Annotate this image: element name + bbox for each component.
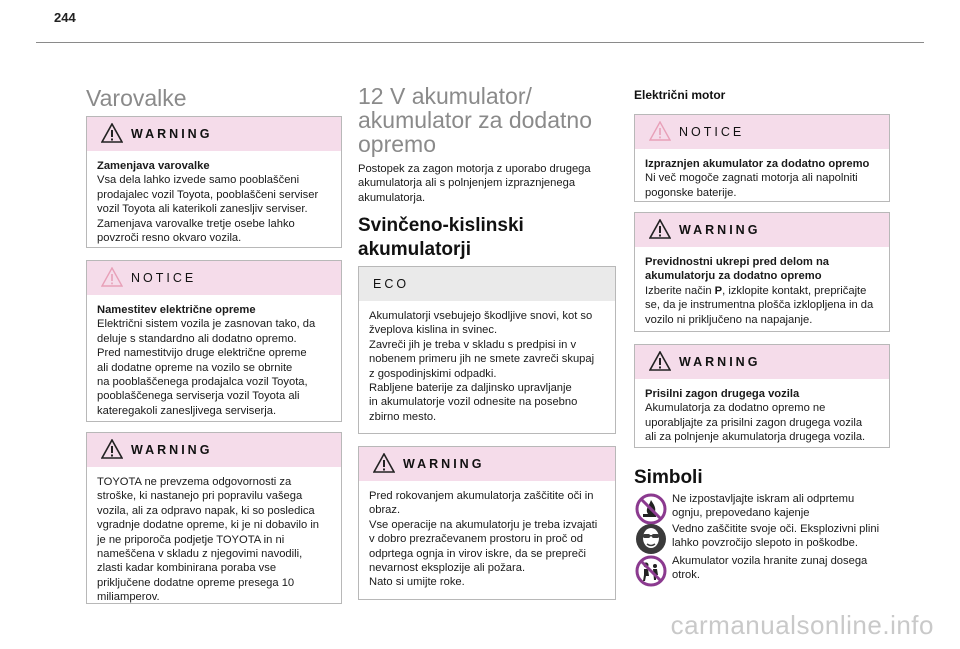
column-electric-motor bbox=[634, 62, 890, 622]
text-line: deluje s standardno ali dodatno opremo. bbox=[97, 332, 297, 345]
title-line: akumulator za dodatno bbox=[358, 107, 592, 133]
warning-heading: Previdnostni ukrepi pred delom na bbox=[645, 256, 830, 268]
notice-box-electrical-equipment bbox=[86, 260, 342, 422]
text-line: Zavreči jih je treba v skladu s predpisi in v bbox=[369, 338, 577, 351]
text-line: prodajalec vozil Toyota, pooblaščeni serviser bbox=[97, 188, 319, 201]
column-fuses bbox=[86, 62, 342, 622]
notice-label: NOTICE bbox=[679, 125, 745, 139]
text-line: pogonske baterije. bbox=[645, 186, 737, 199]
text-line: Rabljene baterije za daljinsko upravljanje bbox=[369, 382, 572, 395]
warning-heading: Prisilni zagon drugega vozila bbox=[645, 388, 800, 400]
column-battery bbox=[358, 62, 616, 622]
text-line: Akumulator vozila hranite zunaj dosega bbox=[672, 555, 868, 567]
text-line: nobenem primeru jih ne smete zavreči skupaj bbox=[369, 353, 595, 366]
warning-box-battery-handling bbox=[358, 446, 616, 600]
text-line: priključene dodatne opreme presega 10 bbox=[97, 576, 295, 589]
text-line: Ni več mogoče zagnati motorja ali napolniti bbox=[645, 172, 858, 185]
text-line: akumulatorja ali s polnjenjem izpraznjenega bbox=[358, 177, 576, 190]
eco-header bbox=[359, 267, 615, 301]
text-line: Pred namestitvijo druge električne opreme bbox=[97, 347, 307, 360]
warning-label: WARNING bbox=[131, 443, 213, 457]
text-line: Akumulatorji vsebujejo škodljive snovi, kot so bbox=[369, 310, 593, 322]
text-line: Akumulatorja za dodatno opremo ne bbox=[645, 402, 826, 415]
warning-triangle-icon bbox=[101, 123, 123, 143]
text-line: z gospodinjskimi odpadki. bbox=[369, 367, 497, 380]
symbol-text bbox=[672, 522, 892, 551]
text-line: je ne priporoča podjetje TOYOTA in ni bbox=[97, 533, 285, 546]
text-line: zbirno mesto. bbox=[369, 410, 437, 423]
text-line: ali dodatne opreme na vozilo se obrnite bbox=[97, 361, 293, 374]
warning-header bbox=[87, 433, 341, 467]
eco-box-battery-disposal bbox=[358, 266, 616, 434]
text-line: lahko povzročijo slepoto in poškodbe. bbox=[672, 537, 858, 550]
warning-box-precautions bbox=[634, 212, 890, 332]
notice-header bbox=[635, 115, 889, 149]
warning-box-toyota-liability bbox=[86, 432, 342, 604]
text-line: vozilo ni priključeno na napajanje. bbox=[645, 313, 813, 326]
warning-label: WARNING bbox=[679, 355, 761, 369]
text-line: na pooblaščenega prodajalca vozil Toyota, bbox=[97, 376, 308, 389]
text-line: miliamperov. bbox=[97, 591, 160, 604]
text-line: kateregakoli zanesljivega serviserja. bbox=[97, 404, 277, 417]
warning-body bbox=[359, 481, 615, 598]
keep-from-children-icon bbox=[634, 554, 668, 588]
warning-label: WARNING bbox=[131, 127, 213, 141]
text-line: Zamenjava varovalke tretje osebe lahko bbox=[97, 217, 295, 230]
text-line: ali za polnjenje akumulatorja drugega vozila. bbox=[645, 431, 866, 444]
text-line: Vsa dela lahko izvede samo pooblaščeni bbox=[97, 174, 300, 187]
text-line: Nato si umijte roke. bbox=[369, 576, 465, 589]
notice-header bbox=[87, 261, 341, 295]
text-line: ognju, prepovedano kajenje bbox=[672, 507, 810, 520]
text-segment: , izklopite kontakt, prepričajte bbox=[722, 284, 867, 297]
text-line: obraz. bbox=[369, 504, 401, 517]
symbol-text bbox=[672, 554, 892, 583]
text-line bbox=[645, 284, 879, 298]
text-segment: Izberite način bbox=[645, 284, 715, 297]
subsection-title-lead-acid bbox=[358, 214, 524, 262]
text-line: zlasti kadar kombinirana poraba vse bbox=[97, 562, 277, 575]
notice-triangle-icon bbox=[101, 267, 123, 287]
text-line: se, da je instrumentna plošča izklopljena in da bbox=[645, 299, 874, 312]
warning-body bbox=[635, 247, 889, 335]
symbol-row-eye-protection bbox=[634, 522, 890, 554]
notice-heading: Izpraznjen akumulator za dodatno opremo bbox=[645, 158, 870, 170]
text-line: vozila, ali za odpravo napak, ki so posledica bbox=[97, 504, 315, 517]
eco-body bbox=[359, 301, 615, 432]
warning-body bbox=[87, 467, 341, 613]
watermark: carmanualsonline.info bbox=[670, 610, 934, 640]
warning-triangle-icon bbox=[649, 219, 671, 239]
title-line: opremo bbox=[358, 131, 436, 157]
notice-box-depleted-battery bbox=[634, 114, 890, 202]
text-line: Postopek za zagon motorja z uporabo drugega bbox=[358, 163, 591, 175]
text-line: Vse operacije na akumulatorju je treba izvajati bbox=[369, 518, 598, 531]
warning-heading: Zamenjava varovalke bbox=[97, 160, 210, 172]
text-line: otrok. bbox=[672, 569, 700, 582]
text-line: vgradnje dodatne opreme, ki je ni dobavilo in bbox=[97, 519, 320, 532]
warning-triangle-icon bbox=[101, 439, 123, 459]
page-number: 244 bbox=[54, 10, 76, 25]
warning-box-jump-start bbox=[634, 344, 890, 448]
text-line: uporabljajte za prisilni zagon drugega vozila bbox=[645, 416, 863, 429]
warning-box-fuse-replacement bbox=[86, 116, 342, 248]
text-line: žveplova kislina in svinec. bbox=[369, 324, 498, 337]
notice-heading: Namestitev električne opreme bbox=[97, 304, 256, 316]
text-line: v dobro prezračevanem prostoru in proč od bbox=[369, 533, 583, 546]
text-line: Ne izpostavljajte iskram ali odprtemu bbox=[672, 493, 855, 505]
title-line: 12 V akumulator/ bbox=[358, 83, 532, 109]
text-line: Električni sistem vozila je zasnovan tako, da bbox=[97, 318, 316, 331]
warning-header bbox=[359, 447, 615, 481]
subtitle-line: Svinčeno-kislinski bbox=[358, 215, 524, 236]
notice-label: NOTICE bbox=[131, 271, 197, 285]
text-line: TOYOTA ne prevzema odgovornosti za bbox=[97, 476, 292, 488]
section-title-electric-motor: Električni motor bbox=[634, 88, 726, 102]
text-line: nameščena v skladu z njegovimi navodili, bbox=[97, 548, 303, 561]
text-line: pooblaščenega serviserja vozil Toyota ali bbox=[97, 390, 300, 403]
warning-triangle-icon bbox=[649, 351, 671, 371]
text-line: akumulatorja. bbox=[358, 191, 426, 204]
text-line: Vedno zaščitite svoje oči. Eksplozivni plini bbox=[672, 523, 880, 535]
top-rule bbox=[36, 42, 924, 43]
text-line: Pred rokovanjem akumulatorja zaščitite oči in bbox=[369, 490, 594, 502]
warning-header bbox=[635, 345, 889, 379]
symbol-row-keep-from-children bbox=[634, 554, 890, 586]
warning-triangle-icon bbox=[373, 453, 395, 473]
text-line: in akumulatorje vozil odnesite na posebno bbox=[369, 396, 578, 409]
text-line: nevarnost eksplozije ali požara. bbox=[369, 562, 526, 575]
text-line: vozil Toyota ali katerikoli zanesljiv serviser. bbox=[97, 203, 308, 216]
section-title-symbols: Simboli bbox=[634, 467, 703, 488]
warning-header bbox=[635, 213, 889, 247]
notice-body bbox=[87, 295, 341, 426]
warning-label: WARNING bbox=[403, 457, 485, 471]
text-line: stroške, ki nastanejo pri popravilu vašega bbox=[97, 490, 303, 503]
warning-heading: akumulatorju za dodatno opremo bbox=[645, 270, 822, 283]
warning-body bbox=[635, 379, 889, 453]
text-line: odprtega ognja in virov iskre, da se prepreči bbox=[369, 547, 587, 560]
notice-triangle-icon bbox=[649, 121, 671, 141]
warning-header bbox=[87, 117, 341, 151]
eco-label: ECO bbox=[373, 277, 410, 291]
warning-body bbox=[87, 151, 341, 253]
no-fire-icon bbox=[634, 492, 668, 526]
warning-label: WARNING bbox=[679, 223, 761, 237]
notice-body bbox=[635, 149, 889, 208]
text-line: povzroči resno okvaro vozila. bbox=[97, 232, 242, 245]
eye-protection-icon bbox=[634, 522, 668, 556]
subtitle-line: akumulatorji bbox=[358, 239, 471, 260]
section-title-battery bbox=[358, 84, 592, 156]
section-title-fuses: Varovalke bbox=[86, 85, 187, 111]
mode-p-label: P bbox=[714, 284, 723, 297]
symbol-text bbox=[672, 492, 892, 521]
symbol-row-no-fire bbox=[634, 492, 890, 522]
intro-paragraph bbox=[358, 162, 591, 205]
